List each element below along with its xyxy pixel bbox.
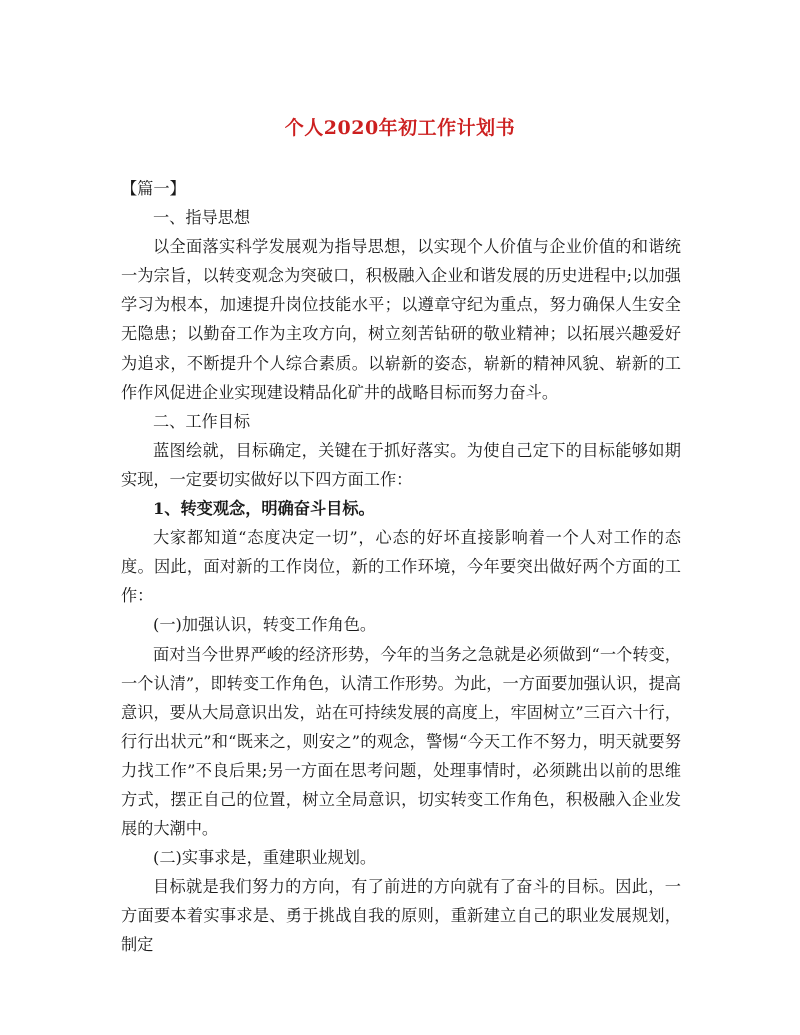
subsection-heading: 1、转变观念，明确奋斗目标。 xyxy=(153,499,375,519)
document-body xyxy=(121,174,681,960)
paragraph: 大家都知道“态度决定一切”，心态的好坏直接影响着一个人对工作的态度。因此，面对新的工作岗位，新的工作环境，今年要突出做好两个方面的工作： xyxy=(121,528,681,606)
paragraph: 面对当今世界严峻的经济形势，今年的当务之急就是必须做到“一个转变，一个认清”，即转变工作角色，认清工作形势。为此，一方面要加强认识，提高意识，要从大局意识出发，站在可持续发展的高度上，牢固树立”三百六十行，行行出状元”和“既来之，则安之”的观念，警惕“今天工作不努力，明天就要努力找工作”不良后果;另一方面在思考问题，处理事情时，必须跳出以前的思维方式，摆正自己的位置，树立全局意识，切实转变工作角色，积极融入企业发展的大潮中。 xyxy=(121,644,681,839)
document-title: 个人2020年初工作计划书 xyxy=(284,117,516,139)
subsection-heading: (一)加强认识，转变工作角色。 xyxy=(153,615,377,635)
section-heading: 二、工作目标 xyxy=(153,411,251,431)
paragraph: 以全面落实科学发展观为指导思想，以实现个人价值与企业价值的和谐统一为宗旨，以转变观念为突破口，积极融入企业和谐发展的历史进程中;以加强学习为根本，加速提升岗位技能水平；以遵章守纪为重点，努力确保人生安全无隐患；以勤奋工作为主攻方向，树立刻苦钻研的敬业精神；以拓展兴趣爱好为追求，不断提升个人综合素质。以崭新的姿态，崭新的精神风貌、崭新的工作作风促进企业实现建设精品化矿井的战略目标而努力奋斗。 xyxy=(121,237,681,402)
section-marker: 【篇一】 xyxy=(121,179,186,198)
subsection-heading: (二)实事求是，重建职业规划。 xyxy=(153,848,377,868)
paragraph: 目标就是我们努力的方向，有了前进的方向就有了奋斗的目标。因此，一方面要本着实事求是、勇于挑战自我的原则，重新建立自己的职业发展规划，制定 xyxy=(121,877,681,955)
paragraph: 蓝图绘就，目标确定，关键在于抓好落实。为使自己定下的目标能够如期实现，一定要切实做好以下四方面工作： xyxy=(121,440,681,489)
section-heading: 一、指导思想 xyxy=(153,208,251,228)
